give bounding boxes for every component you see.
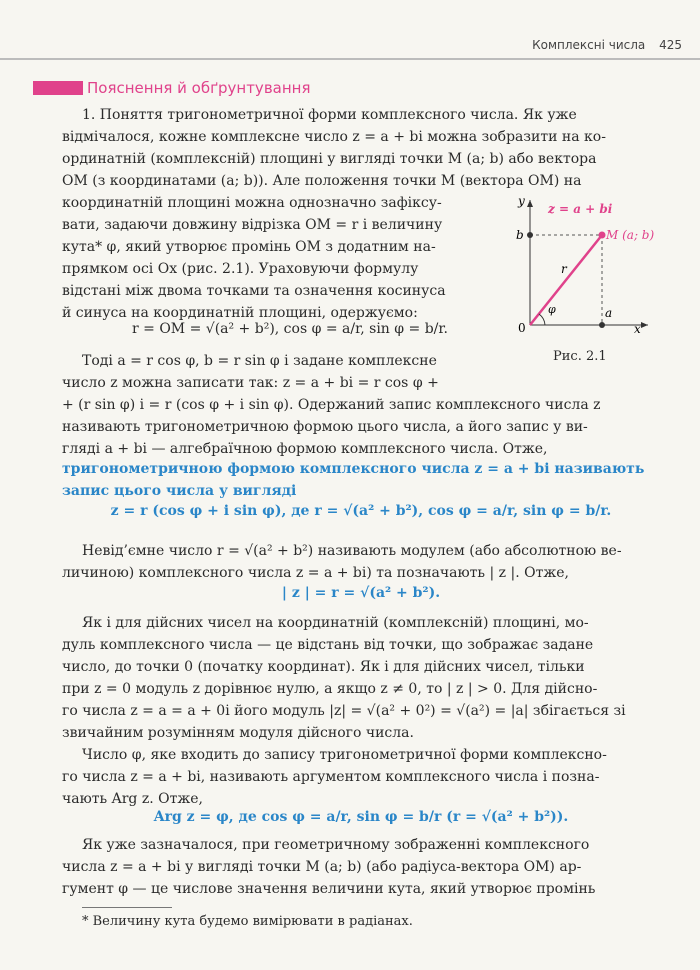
figure-caption: Рис. 2.1 xyxy=(553,349,607,364)
text-line: го числа z = a = a + 0i його модуль |z| = √(a² + 0²) = √(a²) = |a| збігається зі xyxy=(62,703,626,719)
point-b xyxy=(527,232,533,238)
text-line: прямком осі Ox (рис. 2.1). Ураховуючи формулу xyxy=(62,261,419,277)
equation-label: z = a + bi xyxy=(548,202,613,216)
x-label: x xyxy=(634,322,641,335)
text-line: координатній площині можна однозначно зафіксу- xyxy=(62,195,442,211)
text-line: називають тригонометричною формою цього числа, а його запис у ви- xyxy=(62,419,588,435)
paragraph-5 xyxy=(62,744,660,810)
definition-line: запис цього числа у вигляді xyxy=(62,483,297,499)
page-number: 425 xyxy=(659,38,682,52)
figure-2-1 xyxy=(508,195,658,339)
paragraph-6 xyxy=(62,834,660,900)
text-line: 1. Поняття тригонометричної форми комплексного числа. Як уже xyxy=(82,107,577,123)
origin-label: 0 xyxy=(518,321,526,335)
text-line: число z можна записати так: z = a + bi = r cos φ + xyxy=(62,375,439,391)
footnote: * Величину кута будемо вимірювати в радіанах. xyxy=(82,914,413,929)
modulus-formula: | z | = r = √(a² + b²). xyxy=(281,585,441,601)
text-line: дуль комплексного числа — це відстань від точки, що зображає задане xyxy=(62,637,594,653)
definition-line: тригонометричною формою комплексного числа z = a + bi називають xyxy=(62,461,645,477)
point-m xyxy=(599,232,606,239)
paragraph-2 xyxy=(62,350,660,460)
paragraph-3 xyxy=(62,540,660,584)
section-title: Пояснення й обґрунтування xyxy=(87,79,311,97)
text-line: го числа z = a + bi, називають аргументом комплексного числа і позна- xyxy=(62,769,600,785)
text-line: вати, задаючи довжину відрізка OM = r і величину xyxy=(62,217,443,233)
section-marker xyxy=(33,81,83,95)
paragraph-1 xyxy=(62,104,660,192)
text-line: ординатній (комплексній) площині у вигляді точки M (a; b) або вектора xyxy=(62,151,597,167)
text-line: Як уже зазначалося, при геометричному зображенні комплексного xyxy=(82,837,590,853)
footnote-rule xyxy=(82,907,172,908)
text-line: число, до точки 0 (початку координат). Як і для дійсних чисел, тільки xyxy=(62,659,585,675)
text-line: гумент φ — це числове значення величини кута, який утворює промінь xyxy=(62,881,596,897)
text-line: звичайним розумінням модуля дійсного числа. xyxy=(62,725,414,741)
phi-label: φ xyxy=(548,303,556,316)
running-title: Комплексні числа xyxy=(532,38,646,52)
y-axis-arrow xyxy=(527,200,533,207)
text-line: гляді a + bi — алгебраїчною формою комплексного числа. Отже, xyxy=(62,441,548,457)
argument-formula: Arg z = φ, де cos φ = a/r, sin φ = b/r (r = √(a² + b²)). xyxy=(153,809,569,825)
definition xyxy=(62,458,660,502)
text-line: відстані між двома точками та означення косинуса xyxy=(62,283,446,299)
text-line: OM (з координатами (a; b)). Але положення точки M (вектора OM) на xyxy=(62,173,582,189)
header-rule xyxy=(0,58,700,60)
m-label: M (a; b) xyxy=(606,228,655,242)
text-line: Тоді a = r cos φ, b = r sin φ і задане комплексне xyxy=(82,353,437,369)
text-line: Невід’ємне число r = √(a² + b²) називають модулем (або абсолютною ве- xyxy=(82,543,622,559)
y-label: y xyxy=(518,195,525,208)
a-label: a xyxy=(605,306,613,320)
definition-formula: z = r (cos φ + i sin φ), де r = √(a² + b²), cos φ = a/r, sin φ = b/r. xyxy=(110,503,612,519)
text-line: й синуса на координатній площині, одержуємо: xyxy=(62,305,418,321)
paragraph-1-cont xyxy=(62,192,502,324)
text-line: кута* φ, який утворює промінь OM з додатним на- xyxy=(62,239,436,255)
text-line: + (r sin φ) i = r (cos φ + i sin φ). Одержаний запис комплексного числа z xyxy=(62,397,601,413)
b-label: b xyxy=(516,228,524,242)
text-line: Як і для дійсних чисел на координатній (комплексній) площині, мо- xyxy=(82,615,589,631)
text-line: відмічалося, кожне комплексне число z = a + bi можна зобразити на ко- xyxy=(62,129,606,145)
text-line: при z = 0 модуль z дорівнює нулю, а якщо z ≠ 0, то | z | > 0. Для дійсно- xyxy=(62,681,598,697)
text-line: чають Arg z. Отже, xyxy=(62,791,203,807)
paragraph-4 xyxy=(62,612,660,744)
r-label: r xyxy=(561,262,567,276)
text-line: числа z = a + bi у вигляді точки M (a; b) (або радіуса-вектора OM) ар- xyxy=(62,859,582,875)
x-axis-arrow xyxy=(641,322,648,328)
point-a xyxy=(599,322,605,328)
formula-1: r = OM = √(a² + b²), cos φ = a/r, sin φ = b/r. xyxy=(132,321,448,337)
vector-om xyxy=(530,235,602,325)
angle-arc xyxy=(539,314,545,325)
text-line: Число φ, яке входить до запису тригонометричної форми комплексно- xyxy=(82,747,607,763)
running-header xyxy=(532,38,682,52)
text-line: личиною) комплексного числа z = a + bi) та позначають | z |. Отже, xyxy=(62,565,569,581)
section-heading xyxy=(33,79,310,97)
